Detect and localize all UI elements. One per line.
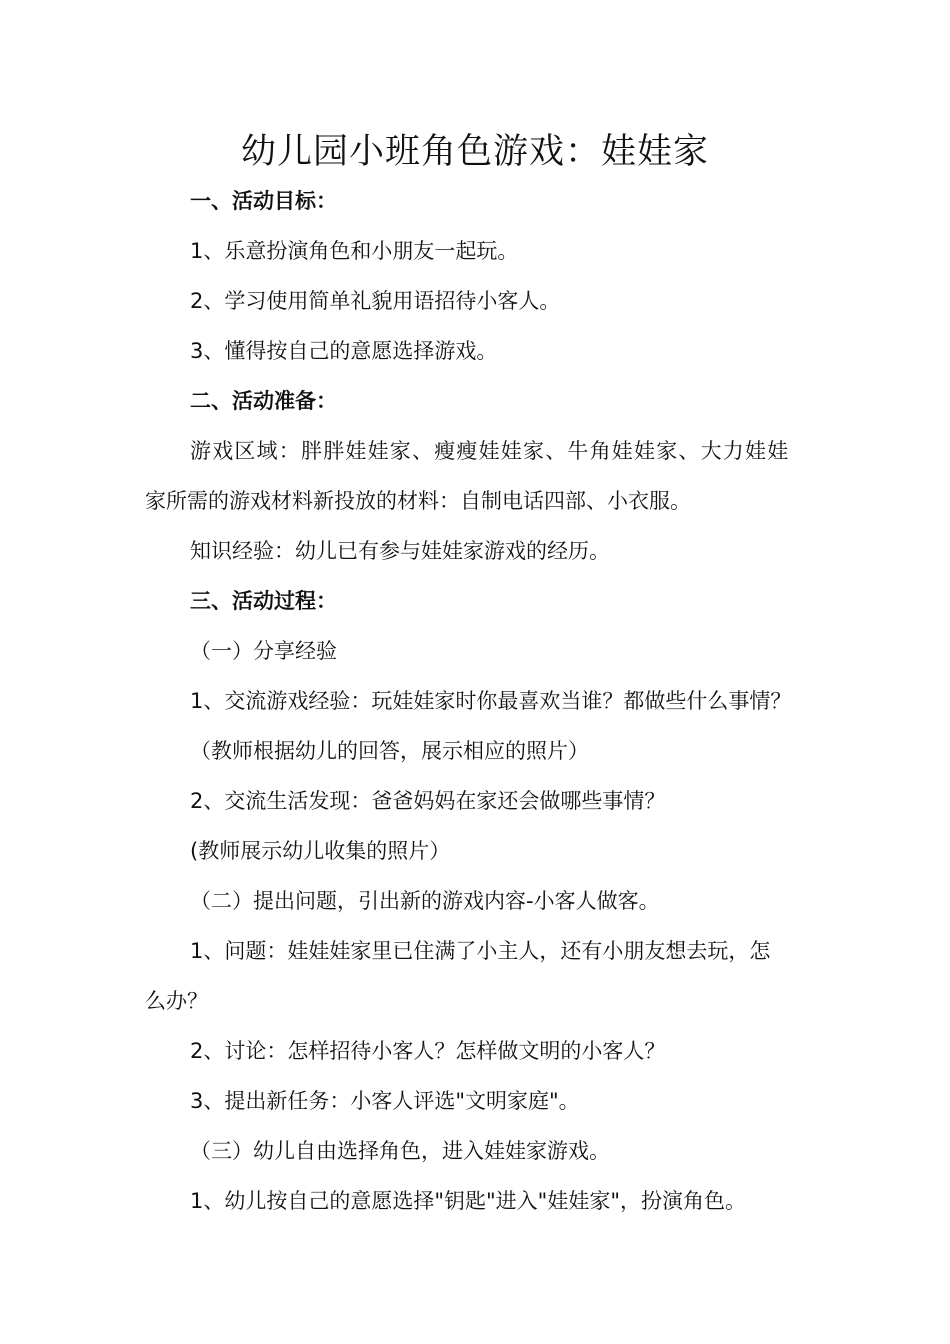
process-item-2-3: 3、提出新任务：小客人评选"文明家庭"。 (190, 1089, 580, 1113)
process-note-2: (教师展示幼儿收集的照片） (190, 839, 451, 863)
section-heading-process: 三、活动过程： (190, 589, 337, 613)
preparation-paragraph-line-2: 家所需的游戏材料新投放的材料：自制电话四部、小衣服。 (145, 489, 691, 513)
process-item-1-1: 1、交流游戏经验：玩娃娃家时你最喜欢当谁？都做些什么事情？ (190, 689, 792, 713)
process-item-3-1: 1、幼儿按自己的意愿选择"钥匙"进入"娃娃家"，扮演角色。 (190, 1189, 746, 1213)
preparation-paragraph-line-1: 游戏区域：胖胖娃娃家、瘦瘦娃娃家、牛角娃娃家、大力娃娃 (190, 439, 790, 463)
process-item-2-1-line-2: 么办？ (145, 989, 208, 1013)
document-title: 幼儿园小班角色游戏：娃娃家 (240, 132, 709, 172)
process-item-2-1-line-1: 1、问题：娃娃娃家里已住满了小主人，还有小朋友想去玩，怎 (190, 939, 771, 963)
process-note-1: （教师根据幼儿的回答，展示相应的照片） (190, 739, 589, 763)
goal-item-1: 1、乐意扮演角色和小朋友一起玩。 (190, 239, 519, 263)
subsection-heading-2: （二）提出问题，引出新的游戏内容-小客人做客。 (190, 889, 660, 913)
goal-item-3: 3、懂得按自己的意愿选择游戏。 (190, 339, 498, 363)
process-item-1-2: 2、交流生活发现：爸爸妈妈在家还会做哪些事情？ (190, 789, 666, 813)
subsection-heading-3: （三）幼儿自由选择角色，进入娃娃家游戏。 (190, 1139, 610, 1163)
knowledge-paragraph: 知识经验：幼儿已有参与娃娃家游戏的经历。 (190, 539, 610, 563)
process-item-2-2: 2、讨论：怎样招待小客人？怎样做文明的小客人？ (190, 1039, 666, 1063)
subsection-heading-1: （一）分享经验 (190, 639, 337, 663)
goal-item-2: 2、学习使用简单礼貌用语招待小客人。 (190, 289, 561, 313)
section-heading-preparation: 二、活动准备： (190, 389, 337, 413)
section-heading-goals: 一、活动目标： (190, 189, 337, 213)
